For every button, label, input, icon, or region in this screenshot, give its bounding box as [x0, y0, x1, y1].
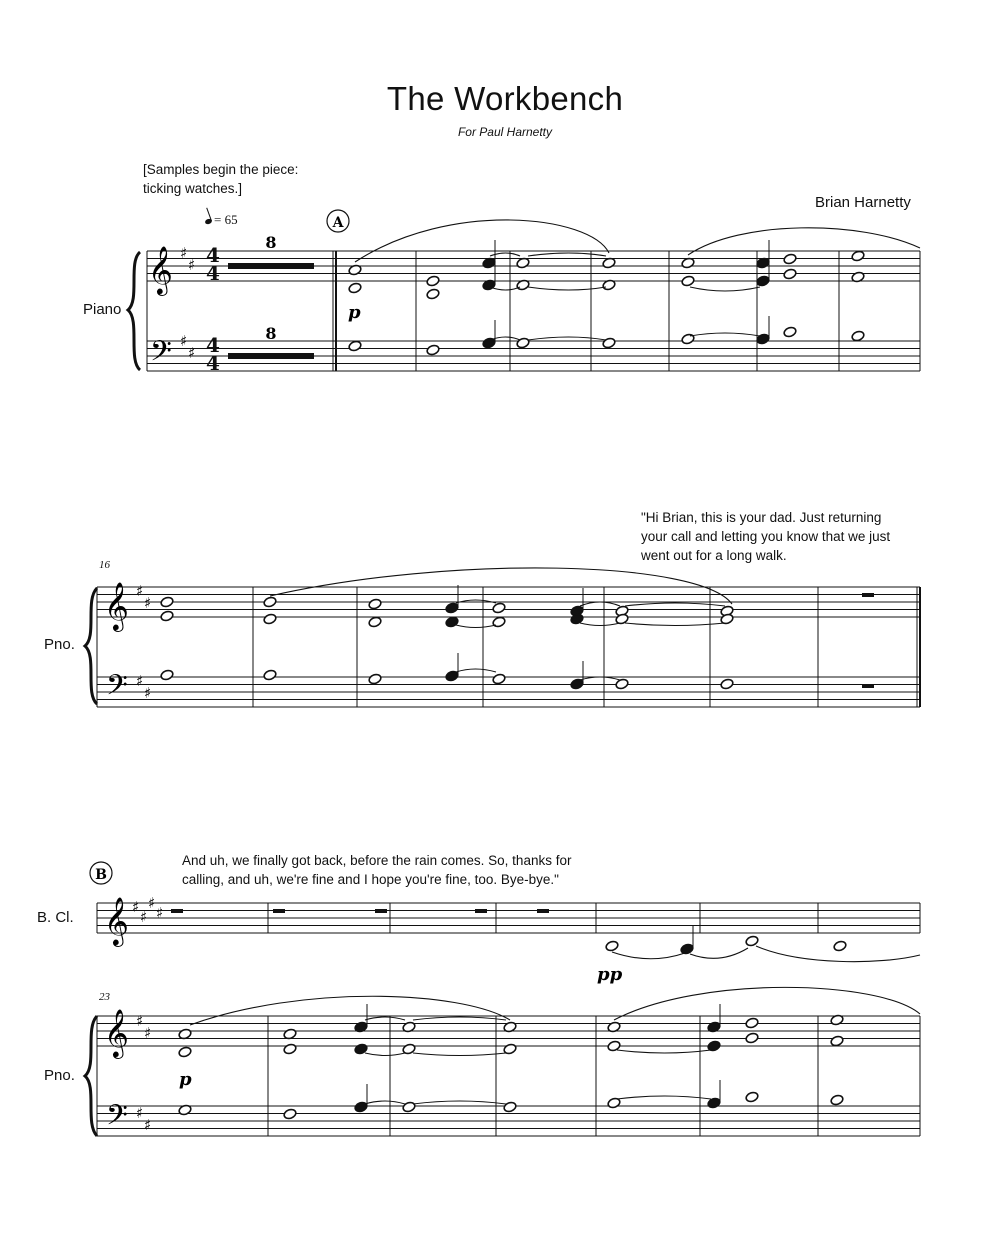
- rehearsal-mark-a: A: [332, 215, 344, 231]
- svg-text:♯: ♯: [136, 672, 144, 690]
- slur-curve: [365, 1101, 405, 1104]
- measure-number-23: 23: [99, 991, 110, 1003]
- notehead: [783, 253, 797, 265]
- notehead: [445, 602, 459, 614]
- slur-curve: [528, 337, 606, 340]
- notehead: [492, 602, 506, 614]
- notehead: [368, 673, 382, 685]
- notehead: [492, 673, 506, 685]
- slur-curve: [456, 625, 496, 628]
- slur-curve: [528, 287, 606, 290]
- svg-text:♯: ♯: [144, 594, 152, 612]
- brace-system2: [85, 588, 97, 704]
- slur-curve: [617, 1096, 711, 1099]
- slur-curve: [690, 948, 748, 958]
- instrument-label-piano: Piano: [83, 301, 122, 318]
- notehead: [681, 333, 695, 345]
- slur-curve: [270, 568, 732, 604]
- svg-text:♯: ♯: [140, 908, 148, 926]
- voicemail-text-2: And uh, we finally got back, before the rain comes. So, thanks for calling, and uh, we're fine and I hope you're fine, too. Bye-bye.": [182, 853, 572, 887]
- slur-curve: [413, 1101, 506, 1104]
- svg-text:♯: ♯: [144, 684, 152, 702]
- notehead: [745, 935, 759, 947]
- notehead: [756, 333, 770, 345]
- composer-name: Brian Harnetty: [815, 194, 911, 211]
- slur-curve: [612, 952, 685, 959]
- notehead: [160, 669, 174, 681]
- svg-text:♯: ♯: [180, 332, 188, 350]
- time-sig-top-bass: 4: [206, 333, 220, 357]
- notehead: [402, 1101, 416, 1113]
- staff-lines: [97, 251, 920, 1136]
- notehead: [833, 940, 847, 952]
- notehead: [680, 943, 694, 955]
- notehead: [160, 596, 174, 608]
- whole-rests: [171, 593, 874, 913]
- bass-clef-icon: 𝄢: [150, 335, 172, 375]
- multirest-bar: [228, 263, 314, 269]
- treble-clef-icon: 𝄞: [104, 1008, 129, 1057]
- notehead: [745, 1032, 759, 1044]
- notehead: [851, 330, 865, 342]
- notehead: [783, 268, 797, 280]
- treble-clef-icon: 𝄞: [148, 245, 173, 294]
- notehead: [160, 610, 174, 622]
- svg-text:♯: ♯: [144, 1116, 152, 1134]
- svg-text:♯: ♯: [180, 244, 188, 262]
- notehead: [368, 598, 382, 610]
- multirest-count: 8: [265, 233, 277, 252]
- slur-curve: [690, 287, 760, 291]
- svg-text:♯: ♯: [188, 256, 196, 274]
- multirest-count-bass: 8: [265, 324, 277, 343]
- slur-curve: [355, 220, 609, 262]
- barlines: [97, 251, 920, 1136]
- slur-curve: [617, 1050, 711, 1053]
- voicemail-text-1: "Hi Brian, this is your dad. Just returning your call and letting you know that we just went out for a long walk.: [641, 510, 891, 563]
- treble-clef-icon: 𝄞: [104, 896, 129, 945]
- dynamic-piano-b: p: [179, 1069, 192, 1090]
- piece-title: The Workbench: [386, 80, 624, 117]
- notehead: [354, 1101, 368, 1113]
- brace-system3: [85, 1016, 97, 1136]
- svg-text:♯: ♯: [136, 582, 144, 600]
- slur-curve: [528, 253, 606, 256]
- notehead: [263, 613, 277, 625]
- slur-curve: [190, 996, 510, 1025]
- svg-text:♯: ♯: [148, 894, 156, 912]
- measure-number-16: 16: [99, 559, 110, 571]
- notehead: [263, 669, 277, 681]
- time-sig-bottom-bass: 4: [206, 351, 220, 375]
- instrument-label-bass-clarinet: B. Cl.: [37, 909, 74, 926]
- time-signature: [206, 243, 220, 375]
- slur-curve: [456, 669, 496, 672]
- notehead: [830, 1094, 844, 1106]
- bass-clef-icon: 𝄢: [106, 1099, 128, 1139]
- notehead: [720, 678, 734, 690]
- svg-text:♯: ♯: [144, 1024, 152, 1042]
- samples-note: [Samples begin the piece: ticking watches.]: [143, 162, 299, 196]
- slur-curve: [365, 1017, 405, 1020]
- brace-system1: [128, 252, 140, 370]
- notehead: [426, 288, 440, 300]
- notehead: [348, 282, 362, 294]
- dedication: For Paul Harnetty: [457, 125, 553, 139]
- key-signature-icons: [132, 244, 195, 1134]
- notehead: [426, 344, 440, 356]
- notehead: [783, 326, 797, 338]
- slur-curve: [690, 333, 760, 336]
- notehead: [681, 275, 695, 287]
- slur-curve: [580, 602, 620, 606]
- notehead: [283, 1043, 297, 1055]
- svg-text:♯: ♯: [136, 1012, 144, 1030]
- slur-curve: [490, 287, 520, 290]
- time-sig-top: 4: [206, 243, 220, 267]
- rehearsal-mark-b: B: [95, 867, 107, 883]
- instrument-label-piano-system3: Pno.: [44, 1067, 75, 1084]
- slur-curve: [580, 623, 620, 626]
- notehead: [368, 616, 382, 628]
- slur-curve: [413, 1017, 506, 1020]
- notehead: [283, 1108, 297, 1120]
- dynamic-pianissimo: pp: [597, 964, 623, 985]
- slur-curve: [413, 1053, 506, 1056]
- notehead: [348, 340, 362, 352]
- notehead: [263, 596, 277, 608]
- svg-text:♯: ♯: [132, 898, 140, 916]
- slur-curve: [365, 1053, 405, 1056]
- tempo-value: = 65: [214, 212, 238, 227]
- time-sig-bottom: 4: [206, 261, 220, 285]
- instrument-label-piano-system2: Pno.: [44, 636, 75, 653]
- notehead: [445, 616, 459, 628]
- notehead: [605, 940, 619, 952]
- notehead: [830, 1035, 844, 1047]
- notehead: [426, 275, 440, 287]
- multirest-bar-bass: [228, 353, 314, 359]
- notehead: [745, 1017, 759, 1029]
- notehead: [492, 616, 506, 628]
- notehead: [503, 1101, 517, 1113]
- notehead: [178, 1046, 192, 1058]
- notehead: [745, 1091, 759, 1103]
- treble-clef-icon: 𝄞: [104, 581, 129, 630]
- notehead: [602, 337, 616, 349]
- slurs-and-ties: [190, 220, 920, 1104]
- svg-text:♯: ♯: [136, 1104, 144, 1122]
- dynamic-piano-a: p: [348, 302, 361, 323]
- svg-text:♯: ♯: [188, 344, 196, 362]
- notehead: [615, 678, 629, 690]
- svg-text:♯: ♯: [156, 904, 164, 922]
- notehead: [756, 275, 770, 287]
- bass-clef-icon: 𝄢: [106, 669, 128, 709]
- notehead: [851, 250, 865, 262]
- slur-curve: [614, 987, 920, 1020]
